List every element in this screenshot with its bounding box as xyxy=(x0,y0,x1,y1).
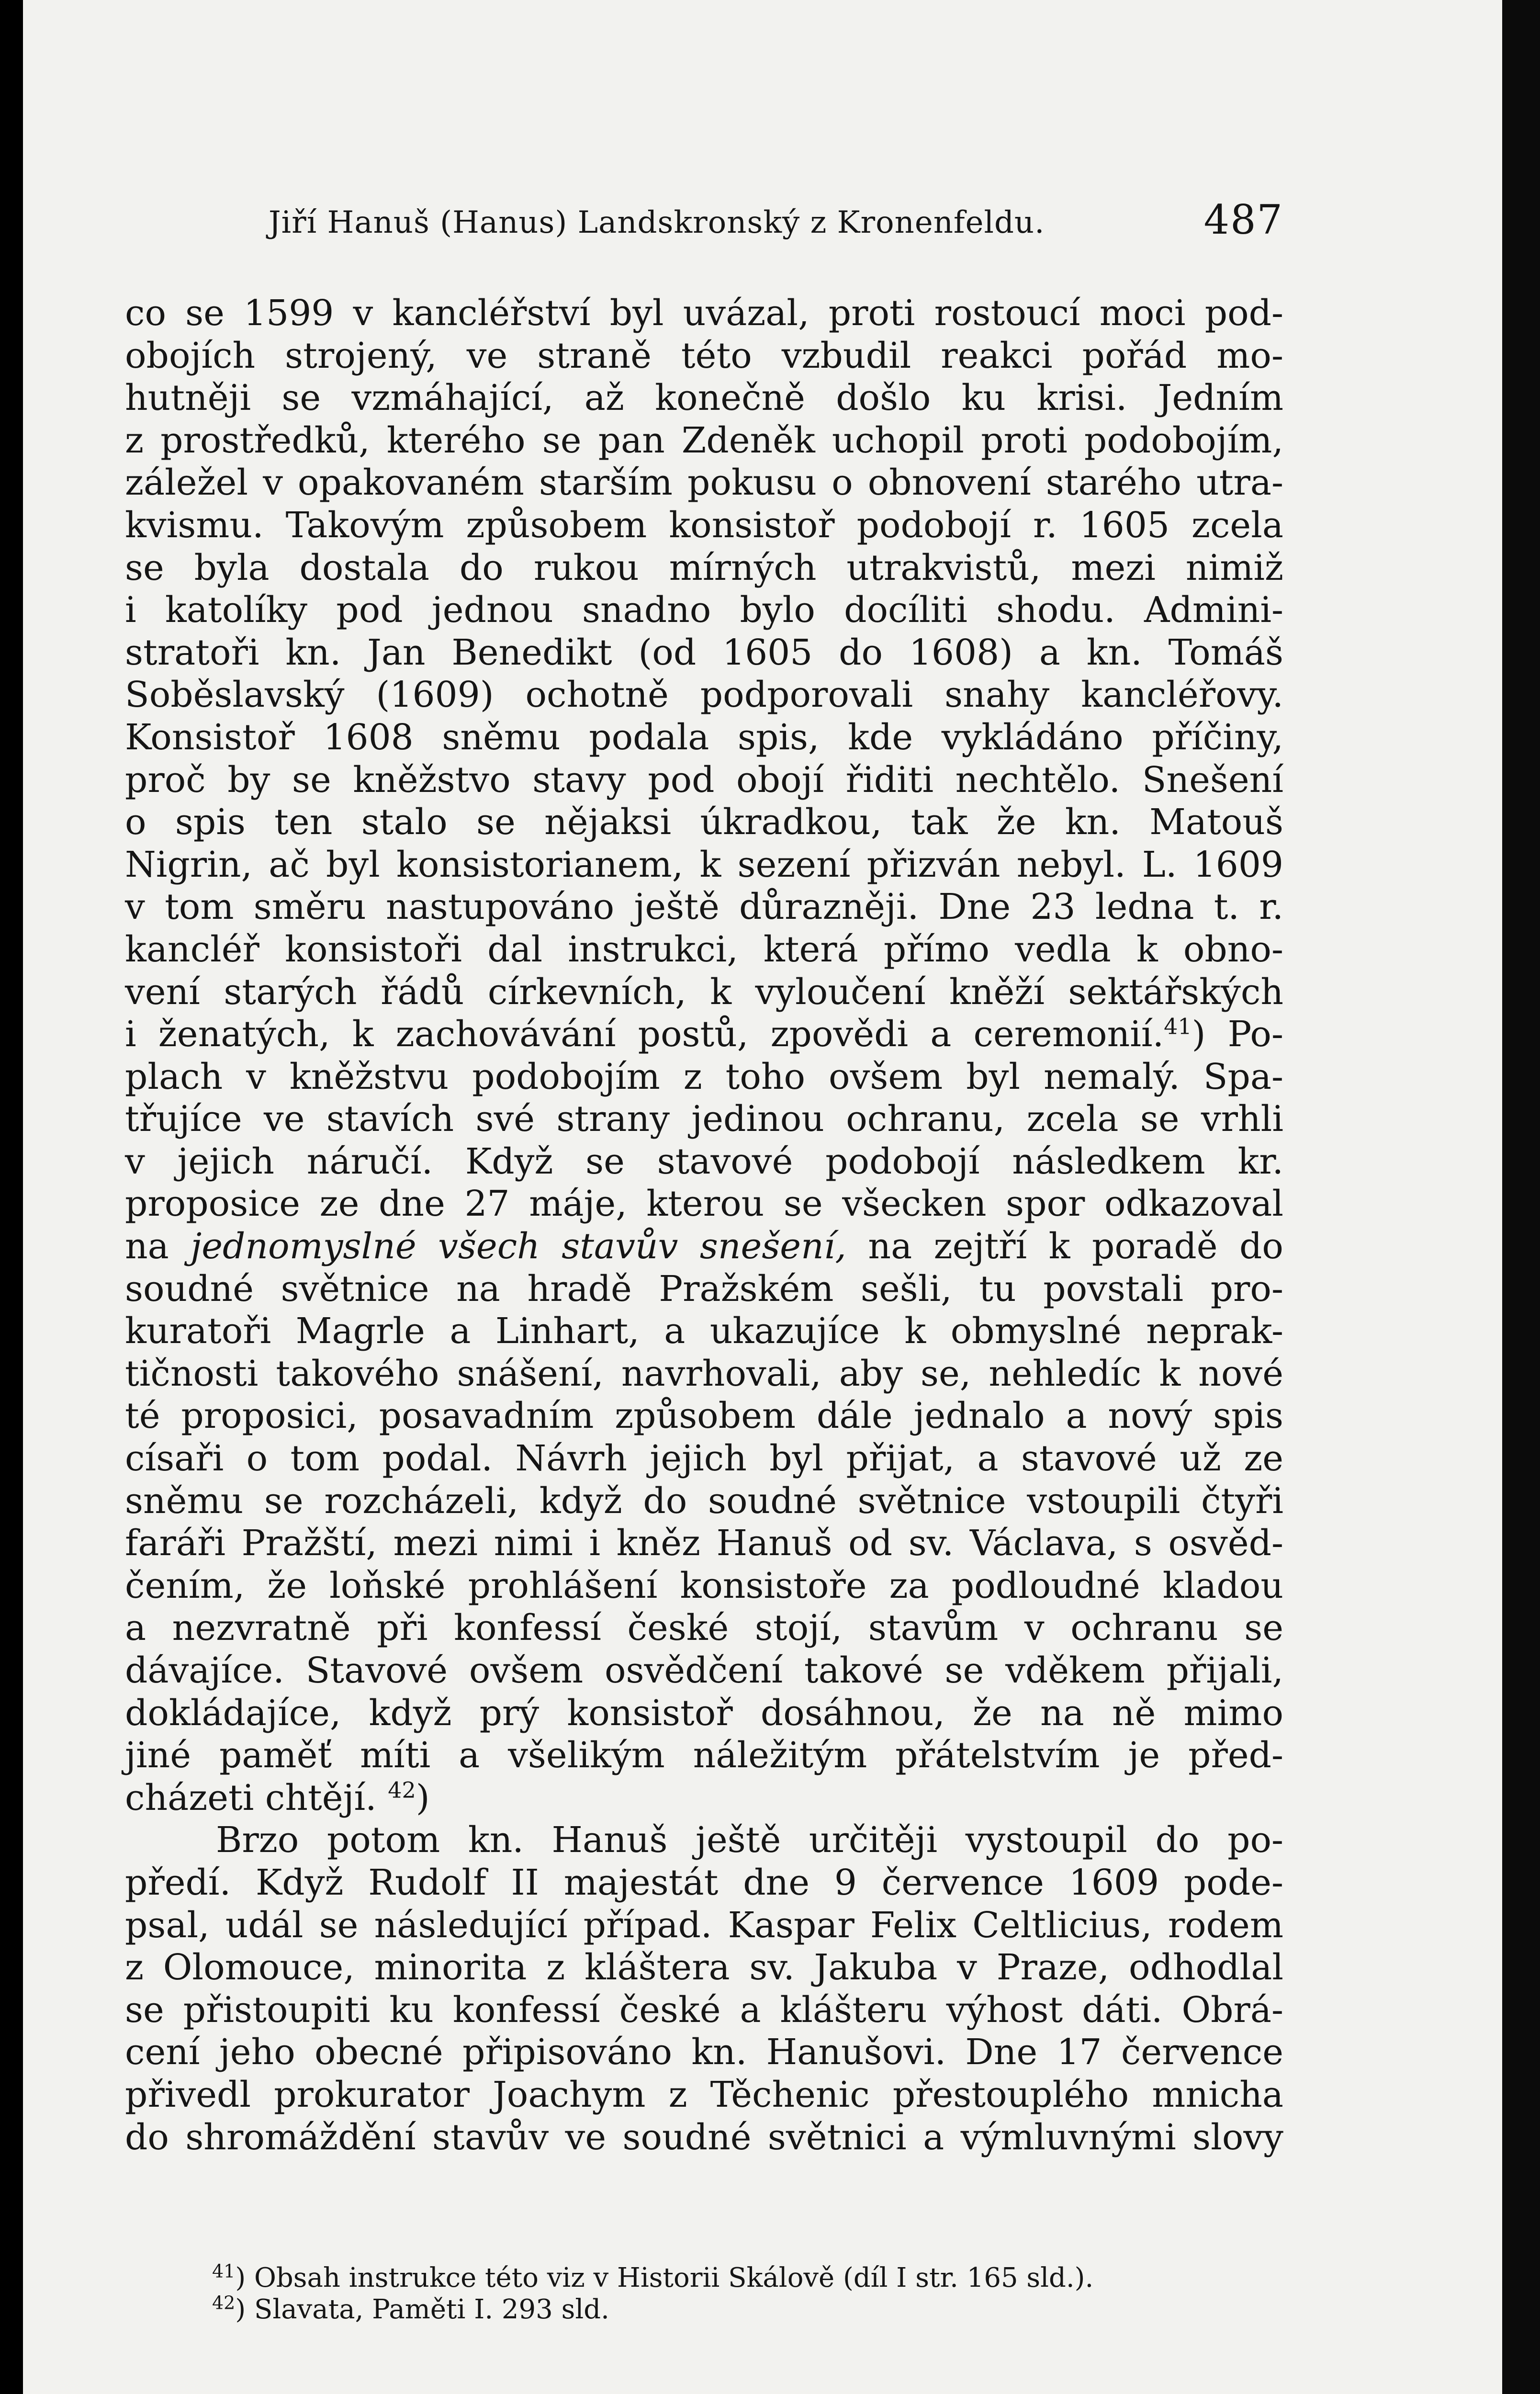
text-line: i katolíky pod jednou snadno bylo docíliti shodu. Admini- xyxy=(125,589,1283,631)
text-line xyxy=(125,1013,1283,1056)
footnote-mark: 42 xyxy=(212,2292,236,2314)
text-line: kancléř konsistoři dal instrukci, která přímo vedla k obno- xyxy=(125,928,1283,970)
line-text: cházeti chtějí. xyxy=(125,1777,377,1818)
running-title: Jiří Hanuš (Hanus) Landskronský z Kronenfeldu. xyxy=(269,205,1045,240)
text-line: faráři Pražští, mezi nimi i kněz Hanuš od sv. Václava, s osvěd- xyxy=(125,1523,1283,1564)
line-text: ) xyxy=(416,1777,430,1818)
text-line: proč by se kněžstvo stavy pod obojí řiditi nechtělo. Snešení xyxy=(125,759,1283,801)
italic-phrase: jednomyslné všech stavův snešení, xyxy=(191,1226,846,1267)
text-line: o spis ten stalo se nějaksi úkradkou, tak že kn. Matouš xyxy=(125,802,1283,843)
text-line: Soběslavský (1609) ochotně podporovali snahy kancléřovy. xyxy=(125,674,1283,716)
scan-edge xyxy=(1502,0,1540,2394)
text-line: té proposici, posavadním způsobem dále jednalo a nový spis xyxy=(125,1395,1283,1437)
text-line: plach v kněžstvu podobojím z toho ovšem byl nemalý. Spa- xyxy=(125,1056,1283,1097)
text-line: císaři o tom podal. Návrh jejich byl přijat, a stavové už ze xyxy=(125,1438,1283,1479)
text-line: cení jeho obecné připisováno kn. Hanušovi. Dne 17 července xyxy=(125,2032,1283,2073)
text-line: sněmu se rozcházeli, když do soudné světnice vstoupili čtyři xyxy=(125,1480,1283,1522)
text-line: předí. Když Rudolf II majestát dne 9 července 1609 pode- xyxy=(125,1862,1283,1903)
page-header xyxy=(125,192,1283,254)
paragraph-start-line: Brzo potom kn. Hanuš ještě určitěji vystoupil do po- xyxy=(216,1819,1283,1861)
line-text: na xyxy=(125,1226,169,1267)
footnote-text: ) Obsah instrukce této viz v Historii Skálově (díl I str. 165 sld.). xyxy=(235,2262,1094,2293)
footnotes xyxy=(212,2262,1289,2326)
text-line: proposice ze dne 27 máje, kterou se všecken spor odkazoval xyxy=(125,1183,1283,1225)
text-line: se byla dostala do rukou mírných utrakvistů, mezi nimiž xyxy=(125,547,1283,588)
text-line xyxy=(125,1777,1283,1819)
text-line: hutněji se vzmáhající, až konečně došlo ku krisi. Jedním xyxy=(125,377,1283,419)
text-line: čením, že loňské prohlášení konsistoře za podloudné kladou xyxy=(125,1565,1283,1606)
text-line: v tom směru nastupováno ještě důrazněji. Dne 23 ledna t. r. xyxy=(125,886,1283,928)
text-line: z Olomouce, minorita z kláštera sv. Jakuba v Praze, odhodlal xyxy=(125,1947,1283,1988)
text-line: tičnosti takového snášení, navrhovali, aby se, nehledíc k nové xyxy=(125,1353,1283,1394)
text-line: dokládajíce, když prý konsistoř dosáhnou, že na ně mimo xyxy=(125,1692,1283,1734)
line-text: ) Po- xyxy=(1192,1014,1283,1055)
text-line xyxy=(125,1225,1283,1268)
book-page xyxy=(23,0,1502,2394)
text-line: se přistoupiti ku konfessí české a klášteru výhost dáti. Obrá- xyxy=(125,1989,1283,2031)
text-line: třujíce ve stavích své strany jedinou ochranu, zcela se vrhli xyxy=(125,1098,1283,1140)
text-line: Konsistoř 1608 sněmu podala spis, kde vykládáno příčiny, xyxy=(125,716,1283,758)
text-line: v jejich náručí. Když se stavové podobojí následkem kr. xyxy=(125,1141,1283,1182)
text-line: z prostředků, kterého se pan Zdeněk uchopil proti podobojím, xyxy=(125,419,1283,461)
footnote-ref: 42 xyxy=(388,1777,416,1803)
text-line: záležel v opakovaném starším pokusu o obnovení starého utra- xyxy=(125,462,1283,504)
text-line: psal, udál se následující případ. Kaspar Felix Celtlicius, rodem xyxy=(125,1904,1283,1946)
footnote-mark: 41 xyxy=(212,2260,236,2282)
text-line: kvismu. Takovým způsobem konsistoř podobojí r. 1605 zcela xyxy=(125,504,1283,546)
text-line: přivedl prokurator Joachym z Těchenic přestouplého mnicha xyxy=(125,2074,1283,2115)
text-line: co se 1599 v kancléřství byl uvázal, proti rostoucí moci pod- xyxy=(125,293,1283,334)
line-text: na zejtří k poradě do xyxy=(868,1226,1283,1267)
text-line: soudné světnice na hradě Pražském sešli, tu povstali pro- xyxy=(125,1268,1283,1310)
text-line: obojích strojený, ve straně této vzbudil reakci pořád mo- xyxy=(125,335,1283,376)
footnote-text: ) Slavata, Paměti I. 293 sld. xyxy=(235,2294,609,2325)
footnote-ref: 41 xyxy=(1164,1013,1192,1039)
line-text: i ženatých, k zachovávání postů, zpovědi a ceremonií. xyxy=(125,1014,1164,1055)
text-line: Nigrin, ač byl konsistorianem, k sezení přizván nebyl. L. 1609 xyxy=(125,844,1283,885)
text-line: vení starých řádů církevních, k vyloučení kněží sektářských xyxy=(125,971,1283,1013)
text-line: do shromáždění stavův ve soudné světnici a výmluvnými slovy xyxy=(125,2116,1283,2158)
text-line: a nezvratně při konfessí české stojí, stavům v ochranu se xyxy=(125,1607,1283,1649)
text-line: dávajíce. Stavové ovšem osvědčení takové se vděkem přijali, xyxy=(125,1650,1283,1691)
text-line: kuratoři Magrle a Linhart, a ukazujíce k obmyslné neprak- xyxy=(125,1310,1283,1352)
text-line: jiné paměť míti a všelikým náležitým přátelstvím je před- xyxy=(125,1735,1283,1776)
footnote xyxy=(212,2262,1289,2294)
body-text xyxy=(125,292,1283,2158)
footnote xyxy=(212,2294,1289,2326)
page-number: 487 xyxy=(1203,196,1283,243)
text-line: stratoři kn. Jan Benedikt (od 1605 do 1608) a kn. Tomáš xyxy=(125,632,1283,673)
